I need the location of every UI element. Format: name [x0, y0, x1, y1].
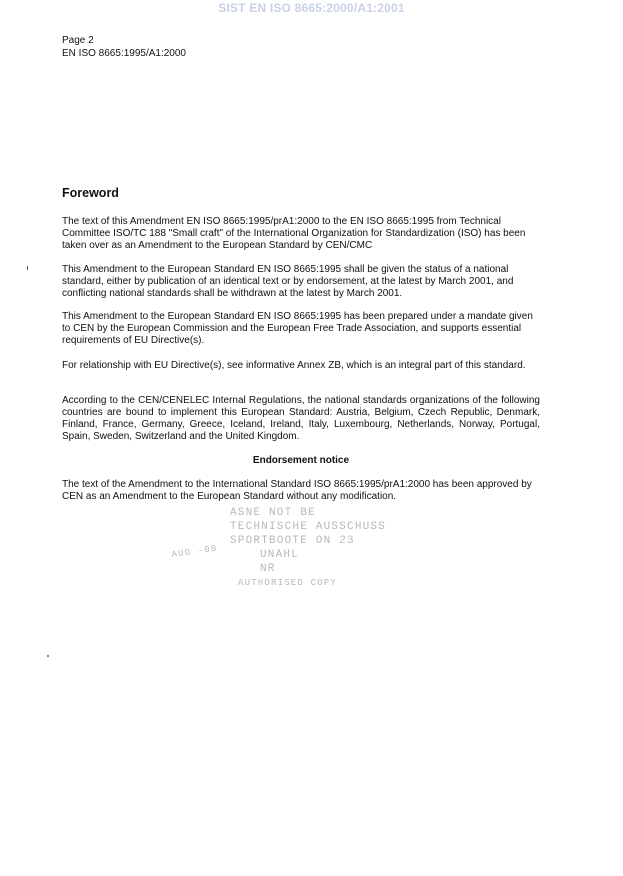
foreword-paragraph-4: For relationship with EU Directive(s), see informative Annex ZB, which is an integral part of this standard. — [62, 360, 526, 371]
stamp-date: AUG -08 — [171, 543, 219, 560]
foreword-paragraph-2: This Amendment to the European Standard EN ISO 8665:1995 shall be given the status of a national standard, either by publication of an identical text or by endorsement, at the latest by March 2001, and conflicting national standards shall be withdrawn at the latest by March 2001. — [62, 264, 514, 299]
watermark-header: SIST EN ISO 8665:2000/A1:2001 — [218, 1, 405, 15]
page-label: Page 2 — [62, 35, 94, 46]
foreword-paragraph-1: The text of this Amendment EN ISO 8665:1995/prA1:2000 to the EN ISO 8665:1995 from Technical Committee ISO/TC 188 "Small craft" of the International Organization for Standardization (ISO) has been taken over as an Amendment to the European Standard by CEN/CMC — [62, 216, 526, 251]
endorsement-paragraph: The text of the Amendment to the International Standard ISO 8665:1995/prA1:2000 has been approved by CEN as an Amendment to the European Standard without any modification. — [62, 479, 532, 502]
stamp-line-5: NR — [260, 563, 276, 575]
stamp-line-2: TECHNISCHE AUSSCHUSS — [230, 521, 387, 533]
scan-speck — [47, 655, 49, 657]
endorsement-heading: Endorsement notice — [252, 455, 350, 466]
stamp-line-3: SPORTBOOTE ON 23 — [230, 535, 355, 547]
stamp-line-4: UNAHL — [260, 549, 300, 561]
scan-speck — [27, 266, 28, 270]
foreword-heading: Foreword — [62, 186, 119, 200]
faded-stamp — [168, 502, 418, 587]
page-reference — [62, 35, 186, 60]
stamp-line-1: ASNE NOT BE — [230, 507, 316, 519]
stamp-line-6: AUTHORISED COPY — [238, 578, 338, 587]
document-id: EN ISO 8665:1995/A1:2000 — [62, 47, 186, 59]
foreword-paragraph-5: According to the CEN/CENELEC Internal Regulations, the national standards organizations of the following countries are bound to implement this European Standard: Austria, Belgium, Czech Republic, Denmark, Finland, France, Germany, Greece, Iceland, Ireland, Italy, Luxembourg, Netherlands, Norway, Portugal, Spain, Sweden, Switzerland and the United Kingdom. — [62, 395, 540, 442]
foreword-paragraph-3: This Amendment to the European Standard EN ISO 8665:1995 has been prepared under a mandate given to CEN by the European Commission and the European Free Trade Association, and supports essential requirements of EU Directive(s). — [62, 311, 533, 346]
